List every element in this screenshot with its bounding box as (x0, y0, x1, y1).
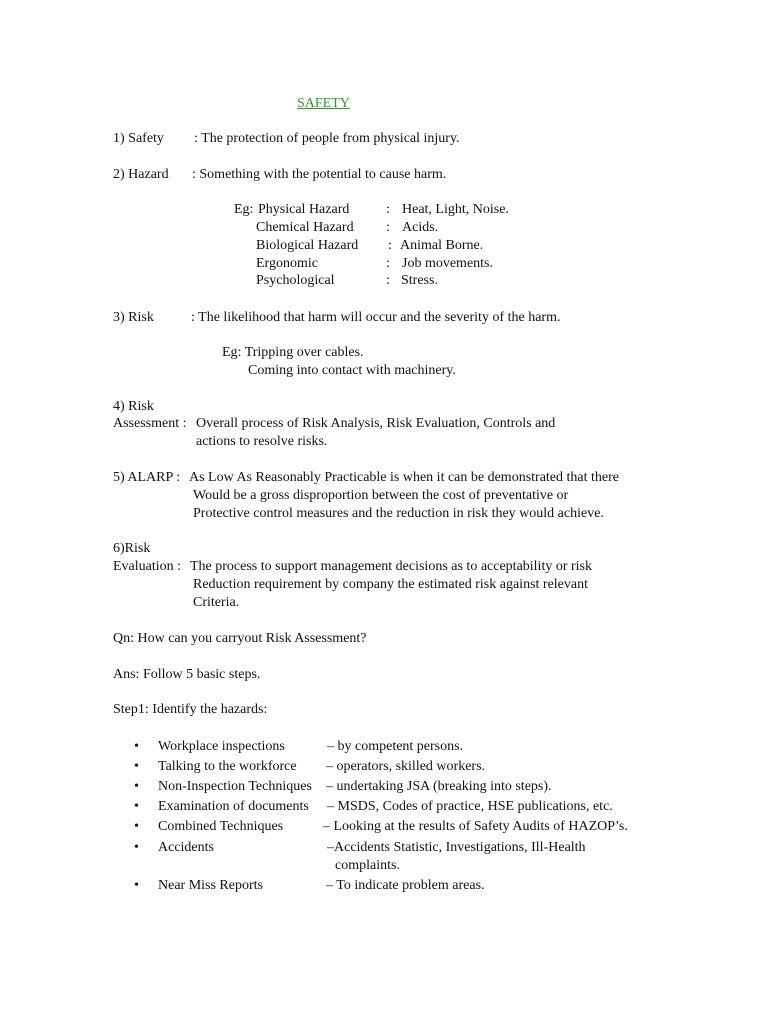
bullet-label: Talking to the workforce (158, 759, 297, 774)
def-risk-term: 3) Risk (113, 310, 154, 325)
bullet-icon: • (134, 840, 139, 855)
bullet-icon: • (134, 878, 139, 893)
def-safety-term: 1) Safety (113, 131, 164, 146)
hazard-sep: : (386, 220, 390, 235)
bullet-desc: – MSDS, Codes of practice, HSE publications, etc. (327, 799, 613, 814)
hazard-sep: : (386, 202, 390, 217)
hazard-eg-label: Eg: (234, 202, 254, 217)
hazard-example: Job movements. (402, 256, 493, 271)
bullet-icon: • (134, 759, 139, 774)
bullet-icon: • (134, 779, 139, 794)
question: Qn: How can you carryout Risk Assessment? (113, 631, 367, 646)
bullet-desc: – operators, skilled workers. (326, 759, 486, 774)
hazard-example: Acids. (402, 220, 439, 235)
bullet-desc: – undertaking JSA (breaking into steps). (326, 779, 552, 794)
def-hazard-term: 2) Hazard (113, 167, 169, 182)
bullet-desc: – by competent persons. (327, 739, 464, 754)
def-alarp-desc: As Low As Reasonably Practicable is when it can be demonstrated that there (189, 470, 619, 485)
bullet-desc: – To indicate problem areas. (326, 878, 485, 893)
step1-heading: Step1: Identify the hazards: (113, 702, 268, 717)
bullet-label: Non-Inspection Techniques (158, 779, 312, 794)
def-alarp-term: 5) ALARP : (113, 470, 181, 485)
bullet-icon: • (134, 799, 139, 814)
def-risk-assessment-term: Assessment : (113, 416, 187, 431)
def-risk-assessment-term: 4) Risk (113, 399, 154, 414)
def-safety-desc: : The protection of people from physical injury. (194, 131, 460, 146)
def-alarp-desc: Would be a gross disproportion between the cost of preventative or (193, 488, 569, 503)
hazard-sep: : (386, 256, 390, 271)
hazard-type: Chemical Hazard (256, 220, 354, 235)
hazard-sep: : (388, 238, 392, 253)
def-risk-assessment-desc: actions to resolve risks. (196, 434, 328, 449)
bullet-label: Accidents (158, 840, 214, 855)
def-risk-assessment-desc: Overall process of Risk Analysis, Risk Evaluation, Controls and (196, 416, 556, 431)
bullet-icon: • (134, 819, 139, 834)
hazard-example: Animal Borne. (400, 238, 484, 253)
def-risk-evaluation-term: 6)Risk (113, 541, 151, 556)
def-risk-evaluation-desc: The process to support management decisions as to acceptability or risk (190, 559, 593, 574)
hazard-example: Stress. (401, 273, 438, 288)
def-risk-evaluation-desc: Reduction requirement by company the estimated risk against relevant (193, 577, 588, 592)
def-risk-evaluation-desc: Criteria. (193, 595, 240, 610)
bullet-label: Examination of documents (158, 799, 309, 814)
bullet-label: Workplace inspections (158, 739, 285, 754)
def-risk-desc: : The likelihood that harm will occur and the severity of the harm. (191, 310, 561, 325)
bullet-icon: • (134, 739, 139, 754)
def-risk-evaluation-term: Evaluation : (113, 559, 182, 574)
hazard-type: Physical Hazard (258, 202, 350, 217)
bullet-desc: –Accidents Statistic, Investigations, Ill-Health (327, 840, 586, 855)
hazard-example: Heat, Light, Noise. (402, 202, 509, 217)
bullet-label: Combined Techniques (158, 819, 284, 834)
page-title: SAFETY (297, 96, 350, 111)
risk-example-1: Eg: Tripping over cables. (222, 345, 364, 360)
hazard-sep: : (386, 273, 390, 288)
hazard-type: Ergonomic (256, 256, 318, 271)
hazard-type: Biological Hazard (256, 238, 359, 253)
bullet-desc: – Looking at the results of Safety Audits of HAZOP’s. (323, 819, 628, 834)
def-alarp-desc: Protective control measures and the reduction in risk they would achieve. (193, 506, 604, 521)
bullet-desc-continued: complaints. (335, 858, 400, 873)
hazard-type: Psychological (256, 273, 335, 288)
risk-example-2: Coming into contact with machinery. (248, 363, 456, 378)
bullet-label: Near Miss Reports (158, 878, 263, 893)
answer: Ans: Follow 5 basic steps. (113, 667, 261, 682)
def-hazard-desc: : Something with the potential to cause harm. (192, 167, 447, 182)
